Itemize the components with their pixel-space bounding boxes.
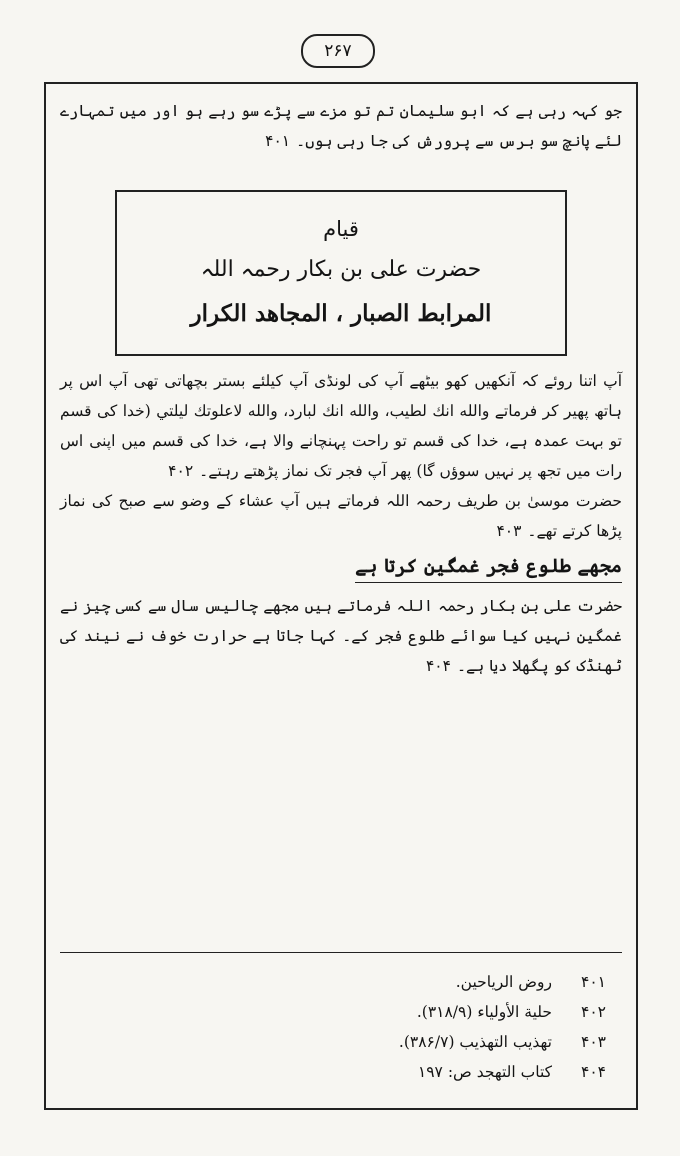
paragraph-text: جو کہہ رہی ہے کہ ابو سلیمان تم تو مزے سے پڑے سو رہے ہو اور میں تمہارے لئے پانچ سو برس سے پرورش کی جا رہی ہوں۔ [60, 102, 622, 150]
subheading: مجھے طلوع فجر غمگین کرتا ہے [355, 552, 622, 583]
section-title-box [115, 190, 567, 356]
paragraph-3 [60, 591, 622, 681]
footnote-number: ۴۰۴ [581, 1063, 606, 1081]
person-name: حضرت علی بن بکار رحمہ اللہ [200, 257, 482, 282]
paragraph-2 [60, 486, 622, 546]
main-content [60, 96, 622, 681]
footnote-row [60, 997, 622, 1027]
footnote-number: ۴۰۲ [581, 1003, 606, 1021]
section-title: قیام [323, 217, 359, 241]
paragraph-text: حضرت علی بن بکار رحمہ اللہ فرماتے ہیں مجھے چالیس سال سے کسی چیز نے غمگین نہیں کیا سوائے طلوع فجر کے۔ کہا جاتا ہے حرارت خوف نے نیند کی ٹھنڈک کو پگھلا دیا ہے۔ [60, 597, 622, 675]
footnote-row [60, 1027, 622, 1057]
reference-number: ۴۰۳ [496, 522, 522, 540]
paragraph-intro [60, 96, 622, 156]
page-frame [44, 82, 638, 1110]
paragraph-text: حضرت موسیٰ بن طریف رحمہ اللہ فرماتے ہیں آپ عشاء کے وضو سے صبح کی نماز پڑھا کرتے تھے۔ [60, 492, 622, 540]
footnote-text: تهذيب التهذيب (۳۸۶/۷). [398, 1033, 552, 1051]
reference-number: ۴۰۲ [168, 462, 194, 480]
paragraph-1 [60, 366, 622, 486]
footnote-row [60, 967, 622, 997]
footnotes [60, 952, 622, 1087]
footnote-text: روض الرياحين. [455, 973, 552, 991]
footnote-number: ۴۰۱ [581, 973, 606, 991]
person-epithet: المرابط الصبار ، المجاهد الكرار [190, 300, 492, 327]
reference-number: ۴۰۴ [425, 657, 451, 675]
page-number: ۲۶۷ [301, 34, 375, 68]
footnote-text: كتاب التهجد ص: ۱۹۷ [417, 1063, 552, 1081]
reference-number: ۴۰۱ [265, 132, 291, 150]
paragraph-text: آپ اتنا روئے کہ آنکھیں کھو بیٹھے آپ کی لونڈی آپ کیلئے بستر بچھاتی تھی آپ اس پر ہاتھ پھیر کر فرماتے والله انك لطيب، والله انك لبارد، والله لاعلوتك ليلتي (خدا کی قسم تو بہت عمدہ ہے، خدا کی قسم تو راحت پہنچانے والا ہے، خدا کی قسم میں اپنی اس رات میں تجھ پر نہیں سوؤں گا) پھر آپ فجر تک نماز پڑھتے رہتے۔ [60, 372, 622, 480]
footnote-row [60, 1057, 622, 1087]
footnote-number: ۴۰۳ [581, 1033, 606, 1051]
footnote-text: حلية الأولياء (۳۱۸/۹). [416, 1003, 552, 1021]
